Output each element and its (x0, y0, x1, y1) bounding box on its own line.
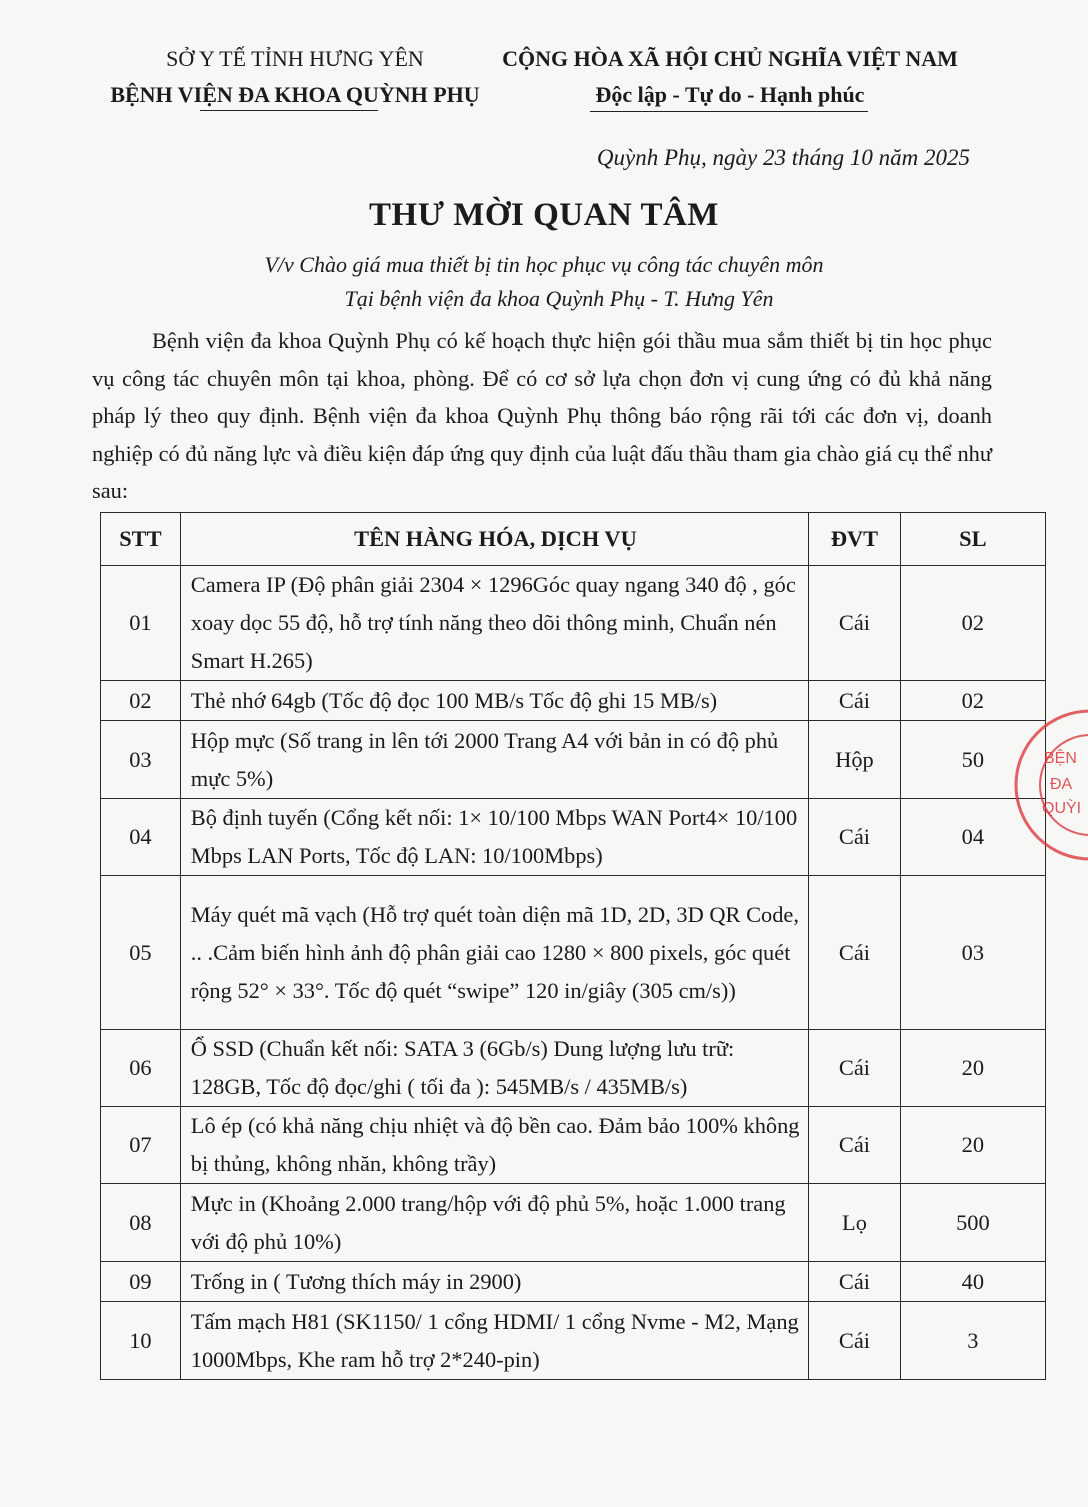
svg-text:ĐA: ĐA (1050, 776, 1073, 793)
subject-line-1: V/v Chào giá mua thiết bị tin học phục vụ công tác chuyên môn (264, 252, 824, 277)
row-stt: 06 (101, 1030, 181, 1107)
national-header (480, 44, 980, 110)
row-stt: 01 (101, 566, 181, 681)
table-row (101, 1302, 1046, 1380)
table-header-row (101, 513, 1046, 566)
row-name: Mực in (Khoảng 2.000 trang/hộp với độ phủ 5%, hoặc 1.000 trang với độ phủ 10%) (180, 1184, 808, 1262)
row-stt: 08 (101, 1184, 181, 1262)
row-qty: 20 (900, 1030, 1045, 1107)
row-name: Lô ép (có khả năng chịu nhiệt và độ bền cao. Đảm bảo 100% không bị thủng, không nhăn, không trầy) (180, 1107, 808, 1184)
table-row (101, 1262, 1046, 1302)
agency-header (110, 44, 480, 110)
row-stt: 10 (101, 1302, 181, 1380)
row-unit: Lọ (809, 1184, 901, 1262)
row-qty: 04 (900, 799, 1045, 876)
row-qty: 02 (900, 681, 1045, 721)
table-row (101, 566, 1046, 681)
row-stt: 04 (101, 799, 181, 876)
row-unit: Cái (809, 799, 901, 876)
row-qty: 40 (900, 1262, 1045, 1302)
row-stt: 09 (101, 1262, 181, 1302)
row-unit: Cái (809, 1030, 901, 1107)
document-title: THƯ MỜI QUAN TÂM (369, 197, 719, 233)
table-row (101, 1107, 1046, 1184)
header-unit: ĐVT (809, 513, 901, 566)
row-name: Tấm mạch H81 (SK1150/ 1 cổng HDMI/ 1 cổng Nvme - M2, Mạng 1000Mbps, Khe ram hỗ trợ 2*240-pin) (180, 1302, 808, 1380)
intro-paragraph (92, 322, 992, 510)
national-motto: Độc lập - Tự do - Hạnh phúc (595, 82, 865, 107)
row-stt: 02 (101, 681, 181, 721)
table-row (101, 799, 1046, 876)
hospital-seal-stamp (1010, 705, 1088, 865)
row-qty: 20 (900, 1107, 1045, 1184)
row-name: Trống in ( Tương thích máy in 2900) (180, 1262, 808, 1302)
header-name: TÊN HÀNG HÓA, DỊCH VỤ (180, 513, 808, 566)
row-name: Máy quét mã vạch (Hỗ trợ quét toàn diện mã 1D, 2D, 3D QR Code, .. .Cảm biến hình ảnh độ phân giải cao 1280 × 800 pixels, góc quét rộng 52° × 33°. Tốc độ quét “swipe” 120 in/giây (305 cm/s)) (180, 876, 808, 1030)
table-row (101, 1030, 1046, 1107)
row-qty: 3 (900, 1302, 1045, 1380)
row-name: Bộ định tuyến (Cổng kết nối: 1× 10/100 Mbps WAN Port4× 10/100 Mbps LAN Ports, Tốc độ LAN: 10/100Mbps) (180, 799, 808, 876)
row-qty: 02 (900, 566, 1045, 681)
row-unit: Cái (809, 566, 901, 681)
row-qty: 500 (900, 1184, 1045, 1262)
table-row (101, 876, 1046, 1030)
row-unit: Cái (809, 876, 901, 1030)
row-unit: Cái (809, 1262, 901, 1302)
row-name: Camera IP (Độ phân giải 2304 × 1296Góc quay ngang 340 độ , góc xoay dọc 55 độ, hỗ trợ tính năng theo dõi thông minh, Chuẩn nén Smart H.265) (180, 566, 808, 681)
items-table (100, 512, 1046, 1380)
svg-text:QUỲI: QUỲI (1042, 800, 1082, 817)
header-qty: SL (900, 513, 1045, 566)
svg-text:BỆN: BỆN (1044, 750, 1077, 767)
hospital-name: BỆNH VIỆN ĐA KHOA QUỲNH PHỤ (110, 82, 480, 107)
table-row (101, 721, 1046, 799)
row-qty: 50 (900, 721, 1045, 799)
row-stt: 07 (101, 1107, 181, 1184)
subject (0, 248, 1088, 316)
hospital-underline (200, 110, 378, 111)
row-name: Thẻ nhớ 64gb (Tốc độ đọc 100 MB/s Tốc độ ghi 15 MB/s) (180, 681, 808, 721)
row-unit: Cái (809, 1302, 901, 1380)
row-stt: 03 (101, 721, 181, 799)
row-unit: Hộp (809, 721, 901, 799)
row-name: Hộp mực (Số trang in lên tới 2000 Trang A4 với bản in có độ phủ mực 5%) (180, 721, 808, 799)
department-name: SỞ Y TẾ TỈNH HƯNG YÊN (166, 46, 424, 71)
row-unit: Cái (809, 681, 901, 721)
row-qty: 03 (900, 876, 1045, 1030)
row-unit: Cái (809, 1107, 901, 1184)
row-name: Ổ SSD (Chuẩn kết nối: SATA 3 (6Gb/s) Dung lượng lưu trữ: 128GB, Tốc độ đọc/ghi ( tối đa ): 545MB/s / 435MB/s) (180, 1030, 808, 1107)
date-line: Quỳnh Phụ, ngày 23 tháng 10 năm 2025 (596, 145, 970, 170)
table-row (101, 1184, 1046, 1262)
subject-line-2: Tại bệnh viện đa khoa Quỳnh Phụ - T. Hưng Yên (344, 286, 774, 311)
row-stt: 05 (101, 876, 181, 1030)
intro-text: Bệnh viện đa khoa Quỳnh Phụ có kế hoạch thực hiện gói thầu mua sắm thiết bị tin học phục vụ công tác chuyên môn tại khoa, phòng. Để có cơ sở lựa chọn đơn vị cung ứng có đủ khả năng pháp lý theo quy định. Bệnh viện đa khoa Quỳnh Phụ thông báo rộng rãi tới các đơn vị, doanh nghiệp có đủ năng lực và điều kiện đáp ứng quy định của luật đấu thầu tham gia chào giá cụ thể như sau: (92, 328, 992, 503)
table-row (101, 681, 1046, 721)
header-stt: STT (101, 513, 181, 566)
national-name: CỘNG HÒA XÃ HỘI CHỦ NGHĨA VIỆT NAM (502, 46, 958, 71)
motto-underline (590, 111, 868, 112)
